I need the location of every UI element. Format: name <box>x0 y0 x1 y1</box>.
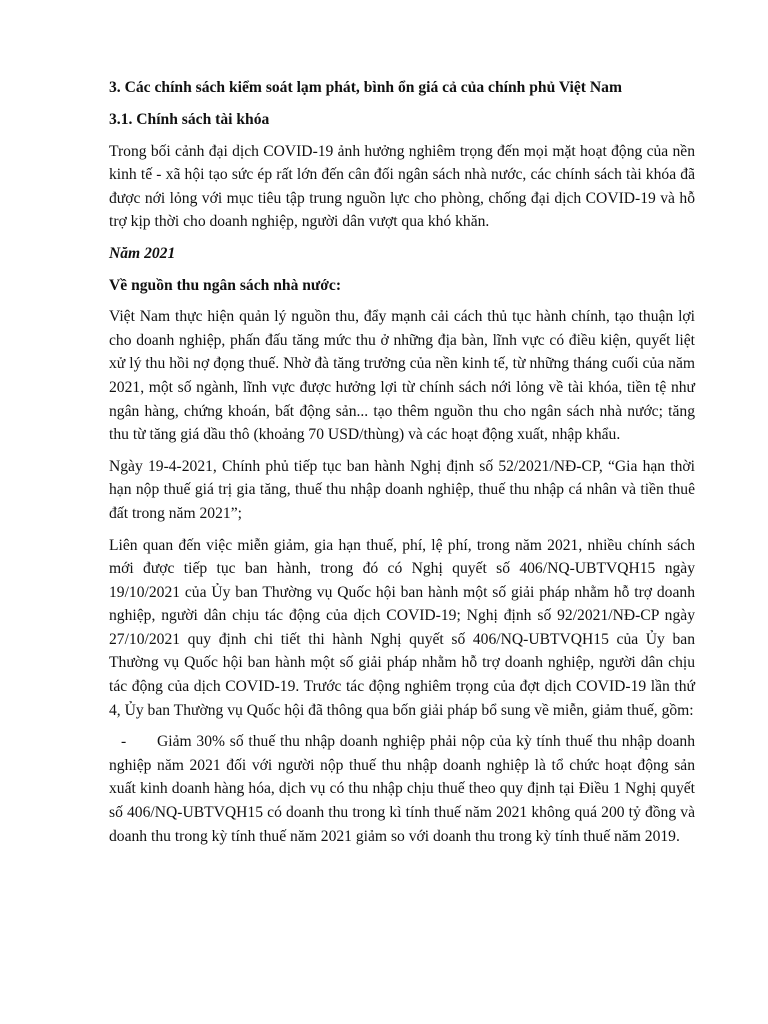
bullet-marker: - <box>121 733 127 751</box>
list-item-text: Giảm 30% số thuế thu nhập doanh nghiệp phải nộp của kỳ tính thuế thu nhập doanh nghiệp năm 2021 đối với người nộp thuế thu nhập doanh nghiệp là tổ chức hoạt động sản xuất kinh doanh hàng hóa, dịch vụ có thu nhập chịu thuế theo quy định tại Điều 1 Nghị quyết số 406/NQ-UBTVQH15 có doanh thu trong kì tính thuế năm 2021 không quá 200 tỷ đồng và doanh thu trong kỳ tính thuế năm 2021 giảm so với doanh thu trong kỳ tính thuế năm 2019. <box>109 733 695 845</box>
body-paragraph: Ngày 19-4-2021, Chính phủ tiếp tục ban hành Nghị định số 52/2021/NĐ-CP, “Gia hạn thời hạn nộp thuế giá trị gia tăng, thuế thu nhập doanh nghiệp, thuế thu nhập cá nhân và tiền thuê đất trong năm 2021”; <box>109 457 695 522</box>
subsection-title: 3.1. Chính sách tài khóa <box>109 111 270 128</box>
intro-paragraph: Trong bối cảnh đại dịch COVID-19 ảnh hưởng nghiêm trọng đến mọi mặt hoạt động của nền kinh tế - xã hội tạo sức ép rất lớn đến cân đối ngân sách nhà nước, các chính sách tài khóa đã được nới lỏng với mục tiêu tập trung nguồn lực cho phòng, chống đại dịch COVID-19 và hỗ trợ kịp thời cho doanh nghiệp, người dân vượt qua khó khăn. <box>109 142 695 231</box>
revenue-heading: Về nguồn thu ngân sách nhà nước: <box>109 276 342 294</box>
list-item <box>109 730 695 848</box>
body-paragraph: Liên quan đến việc miễn giảm, gia hạn thuế, phí, lệ phí, trong năm 2021, nhiều chính sách mới được tiếp tục ban hành, trong đó có Nghị quyết số 406/NQ-UBTVQH15 ngày 19/10/2021 của Ủy ban Thường vụ Quốc hội ban hành một số giải pháp nhằm hỗ trợ doanh nghiệp, người dân chịu tác động của dịch COVID-19; Nghị định số 92/2021/NĐ-CP ngày 27/10/2021 quy định chi tiết thi hành Nghị quyết số 406/NQ-UBTVQH15 của Ủy ban Thường vụ Quốc hội ban hành một số giải pháp nhằm hỗ trợ doanh nghiệp, người dân chịu tác động của dịch COVID-19. Trước tác động nghiêm trọng của đợt dịch COVID-19 lần thứ 4, Ủy ban Thường vụ Quốc hội đã thông qua bốn giải pháp bổ sung về miễn, giảm thuế, gồm: <box>109 536 695 719</box>
section-title: 3. Các chính sách kiểm soát lạm phát, bình ổn giá cả của chính phủ Việt Nam <box>109 79 622 96</box>
year-heading: Năm 2021 <box>109 244 176 262</box>
document-page <box>109 76 695 848</box>
bullet-list <box>109 730 695 848</box>
body-paragraph: Việt Nam thực hiện quản lý nguồn thu, đẩy mạnh cải cách thủ tục hành chính, tạo thuận lợi cho doanh nghiệp, phấn đấu tăng mức thu ở những địa bàn, lĩnh vực có điều kiện, quyết liệt xử lý thu hồi nợ đọng thuế. Nhờ đà tăng trưởng của nền kinh tế, từ những tháng cuối của năm 2021, một số ngành, lĩnh vực được hưởng lợi từ chính sách nới lỏng về tài khóa, tiền tệ như ngân hàng, chứng khoán, bất động sản... tạo thêm nguồn thu cho ngân sách nhà nước; tăng thu từ tăng giá dầu thô (khoảng 70 USD/thùng) và các hoạt động xuất, nhập khẩu. <box>109 308 695 444</box>
